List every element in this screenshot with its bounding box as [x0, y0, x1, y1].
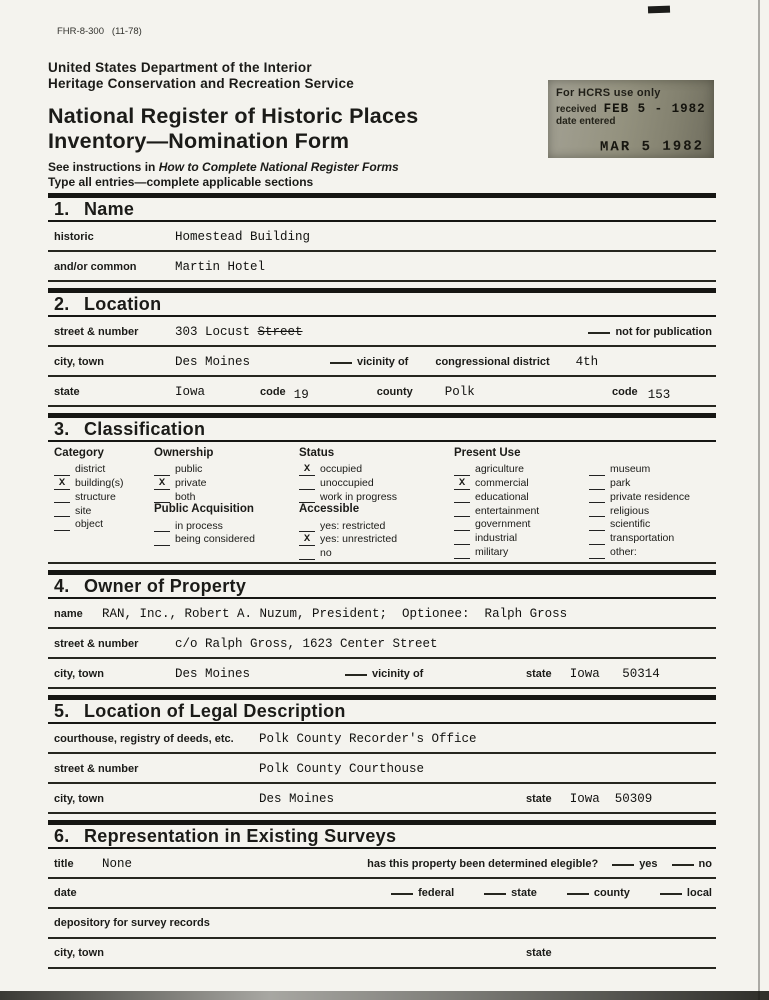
stamp-entered-date: MAR 5 1982	[599, 138, 705, 156]
city-label: city, town	[54, 356, 104, 368]
eligibility-group	[367, 858, 712, 870]
checkbox-blank	[54, 464, 70, 476]
checkbox-label: yes: unrestricted	[320, 533, 398, 546]
checkbox-blank	[454, 505, 470, 517]
section-3-number: 3.	[54, 419, 70, 439]
survey-level-group	[361, 887, 712, 899]
owner-city-value: Des Moines	[175, 666, 251, 681]
blank-line	[588, 332, 610, 334]
legal-state-label: state	[526, 792, 552, 805]
checkbox-blank	[589, 491, 605, 503]
checkbox-blank: X	[299, 464, 315, 476]
present-use-column-1	[454, 447, 589, 560]
checkbox-label: educational	[475, 490, 529, 503]
checkbox-government	[454, 517, 589, 531]
checkbox-commercial	[454, 476, 589, 490]
checkbox-yes-restricted	[299, 518, 454, 532]
field-row-survey-title	[48, 849, 716, 879]
checkbox-entertainment	[454, 503, 589, 517]
field-row-common-name	[48, 252, 716, 282]
checkbox-label: district	[75, 463, 106, 476]
not-for-publication-label: not for publication	[615, 326, 712, 338]
field-row-survey-date	[48, 879, 716, 909]
checkbox-blank	[454, 519, 470, 531]
checkbox-private-residence	[589, 490, 715, 504]
blank-line	[484, 893, 506, 895]
checkbox-blank	[299, 491, 315, 503]
legal-city-label: city, town	[54, 792, 104, 805]
eligibility-no	[672, 858, 712, 870]
checkbox-label: scientific	[610, 518, 651, 531]
vicinity-label: vicinity of	[357, 356, 409, 368]
county-value: Polk	[444, 385, 475, 399]
instructions-line1	[48, 160, 716, 175]
checkbox-other	[589, 545, 715, 559]
field-row-legal-street	[48, 754, 716, 784]
field-row-street	[48, 317, 716, 347]
section-5-title: Location of Legal Description	[84, 700, 346, 721]
checkbox-military	[454, 545, 589, 559]
checkbox-blank: X	[454, 478, 470, 490]
legal-street-label: street & number	[54, 762, 139, 775]
checkbox-label: private	[175, 477, 207, 490]
checkbox-label: yes: restricted	[320, 519, 386, 532]
checkbox-agriculture	[454, 462, 589, 476]
checkbox-blank	[589, 547, 605, 559]
agency-name-line2: Heritage Conservation and Recreation Service	[48, 76, 354, 91]
congressional-district-label: congressional district	[435, 356, 550, 368]
section-6-title: Representation in Existing Surveys	[84, 825, 397, 846]
checkbox-label: museum	[610, 463, 651, 476]
checkbox-occupied	[299, 462, 454, 476]
local-option-label: local	[686, 886, 712, 899]
state-label: state	[54, 386, 80, 398]
checkbox-object	[54, 517, 154, 531]
owner-state-value: Iowa 50314	[569, 666, 660, 681]
field-row-state	[48, 377, 716, 407]
state-code-label: code	[260, 386, 286, 398]
section-2-number: 2.	[54, 294, 70, 314]
checkbox-label: transportation	[610, 532, 675, 545]
section-1-title: Name	[84, 199, 135, 219]
checkbox-scientific	[589, 517, 715, 531]
section-3-title: Classification	[84, 419, 206, 439]
state-option-label: state	[511, 886, 537, 899]
section-2-title: Location	[84, 294, 162, 314]
checkbox-blank: X	[299, 534, 315, 546]
checkbox-park	[589, 476, 715, 490]
blank-line	[567, 893, 589, 895]
checkbox-label: structure	[75, 490, 116, 503]
field-row-historic	[48, 222, 716, 252]
checkbox-blank	[154, 464, 170, 476]
street-value-text: 303 Locust	[175, 325, 258, 339]
owner-state-label: state	[526, 667, 552, 680]
field-row-depository	[48, 909, 716, 939]
owner-vicinity-label: vicinity of	[372, 667, 424, 680]
checkbox-blank	[589, 519, 605, 531]
checkbox-label: commercial	[475, 477, 529, 490]
stamp-received-date: FEB 5 - 1982	[603, 102, 706, 116]
public-acquisition-header: Public Acquisition	[154, 503, 254, 516]
section-2-header	[48, 288, 716, 317]
checkbox-blank	[54, 519, 70, 531]
scan-artifact-edge	[758, 0, 760, 1000]
ownership-header: Ownership	[154, 447, 214, 459]
checkbox-blank	[589, 478, 605, 490]
street-label: street & number	[54, 326, 139, 338]
checkbox-blank	[54, 491, 70, 503]
checkbox-label: in process	[175, 519, 223, 532]
survey-title-value: None	[102, 856, 133, 871]
checkbox-label: both	[175, 490, 196, 503]
courthouse-label: courthouse, registry of deeds, etc.	[54, 732, 234, 745]
checkbox-yes-unrestricted	[299, 532, 454, 546]
section-4-number: 4.	[54, 575, 70, 596]
checkbox-blank	[589, 533, 605, 545]
checkbox-site	[54, 503, 154, 517]
checkbox-blank	[589, 464, 605, 476]
level-county	[567, 887, 630, 899]
level-state	[484, 887, 537, 899]
checkbox-label: being considered	[175, 533, 255, 546]
legal-state-value: Iowa 50309	[569, 791, 653, 806]
status-header: Status	[299, 447, 335, 459]
scan-artifact-bottom	[0, 991, 769, 1000]
instructions-line2: Type all entries—complete applicable sections	[48, 174, 314, 189]
federal-label: federal	[418, 886, 455, 899]
instructions-prefix: See instructions in	[48, 160, 159, 174]
instructions-manual-title: How to Complete National Register Forms	[158, 160, 399, 174]
owner-name-label: name	[54, 607, 83, 620]
checkbox-label: building(s)	[75, 477, 124, 490]
section-6-header	[48, 820, 716, 849]
stamp-entered-label: date entered	[556, 116, 616, 127]
checkbox-work-in-progress	[299, 490, 454, 504]
checkbox-label: occupied	[320, 463, 363, 476]
level-federal	[391, 887, 454, 899]
checkbox-both	[154, 490, 299, 504]
classification-grid	[48, 442, 716, 564]
checkbox-blank	[54, 505, 70, 517]
owner-city-label: city, town	[54, 667, 104, 680]
depository-label: depository for survey records	[54, 916, 210, 929]
checkbox-museum	[589, 462, 715, 476]
courthouse-value: Polk County Recorder's Office	[259, 731, 477, 746]
county-code-group	[612, 385, 712, 402]
checkbox-blank: X	[54, 478, 70, 490]
blank-line	[672, 864, 694, 866]
field-row-owner-street	[48, 629, 716, 659]
agency-name-line1: United States Department of the Interior	[48, 60, 312, 75]
checkbox-blank	[589, 505, 605, 517]
owner-street-value: c/o Ralph Gross, 1623 Center Street	[175, 636, 438, 651]
field-row-courthouse	[48, 724, 716, 754]
stamp-received-label: received	[556, 104, 597, 115]
checkbox-religious	[589, 503, 715, 517]
congressional-district-value: 4th	[575, 355, 599, 369]
checkbox-label: site	[75, 504, 92, 517]
checkbox-educational	[454, 490, 589, 504]
present-use-spacer	[589, 447, 715, 462]
state-code-value: 19	[293, 388, 309, 402]
form-title	[48, 104, 716, 153]
checkbox-no	[299, 546, 454, 560]
checkbox-label: public	[175, 463, 203, 476]
checkbox-being-considered	[154, 532, 299, 546]
county-code-label: code	[612, 386, 638, 398]
checkbox-label: park	[610, 477, 631, 490]
blank-line	[330, 362, 352, 364]
survey-city-label: city, town	[54, 946, 104, 959]
checkbox-blank	[299, 548, 315, 560]
field-row-legal-city	[48, 784, 716, 814]
checkbox-buildings	[54, 476, 154, 490]
county-label: county	[376, 386, 413, 398]
blank-line	[345, 674, 367, 676]
survey-state-group	[526, 947, 712, 959]
checkbox-label: private residence	[610, 490, 690, 503]
checkbox-label: agriculture	[475, 463, 525, 476]
owner-state-group	[526, 667, 712, 681]
checkbox-label: government	[475, 518, 531, 531]
street-value-struck: Street	[257, 325, 303, 339]
field-row-owner-name	[48, 599, 716, 629]
checkbox-label: entertainment	[475, 504, 540, 517]
checkbox-label: military	[475, 546, 509, 559]
checkbox-label: other:	[610, 546, 637, 559]
checkbox-in-process	[154, 518, 299, 532]
stamp-header: For HCRS use only	[556, 87, 661, 99]
checkbox-district	[54, 462, 154, 476]
field-row-owner-city	[48, 659, 716, 689]
checkbox-blank	[154, 520, 170, 532]
blank-line	[660, 893, 682, 895]
state-value: Iowa	[175, 385, 206, 399]
section-3-header	[48, 413, 716, 442]
section-6-number: 6.	[54, 825, 70, 846]
eligibility-label: has this property been determined elegible?	[367, 857, 599, 870]
common-name-label: and/or common	[54, 261, 137, 273]
section-1-number: 1.	[54, 199, 70, 219]
no-label: no	[698, 857, 712, 870]
checkbox-label: religious	[610, 504, 650, 517]
owner-name-value: RAN, Inc., Robert A. Nuzum, President; Optionee: Ralph Gross	[102, 606, 568, 621]
eligibility-yes	[612, 858, 657, 870]
ownership-column	[154, 447, 299, 560]
accessible-header: Accessible	[299, 503, 360, 516]
owner-street-label: street & number	[54, 637, 139, 650]
checkbox-label: industrial	[475, 532, 518, 545]
checkbox-label: object	[75, 518, 104, 531]
form-header	[48, 0, 716, 189]
blank-line	[391, 893, 413, 895]
checkbox-blank	[154, 534, 170, 546]
city-value: Des Moines	[175, 355, 251, 369]
legal-state-group	[526, 792, 712, 806]
survey-date-label: date	[54, 886, 77, 899]
form-title-line1: National Register of Historic Places	[48, 104, 419, 128]
checkbox-unoccupied	[299, 476, 454, 490]
survey-state-label: state	[526, 946, 552, 959]
checkbox-blank	[454, 547, 470, 559]
checkbox-blank	[454, 533, 470, 545]
not-for-publication-group	[588, 326, 712, 338]
section-5-number: 5.	[54, 700, 70, 721]
owner-vicinity-group	[345, 668, 423, 680]
category-column	[54, 447, 154, 560]
section-1-header	[48, 193, 716, 222]
checkbox-blank	[299, 520, 315, 532]
section-5-header	[48, 695, 716, 724]
checkbox-label: work in progress	[320, 490, 398, 503]
common-name-value: Martin Hotel	[175, 260, 266, 274]
section-4-title: Owner of Property	[84, 575, 247, 596]
checkbox-blank	[299, 478, 315, 490]
checkbox-label: unoccupied	[320, 477, 374, 490]
county-code-value: 153	[647, 388, 671, 402]
checkbox-transportation	[589, 531, 715, 545]
blank-line	[612, 864, 634, 866]
checkbox-public	[154, 462, 299, 476]
category-header: Category	[54, 447, 104, 459]
form-number: FHR-8-300 (11-78)	[57, 26, 142, 37]
form-title-line2: Inventory—Nomination Form	[48, 128, 350, 153]
survey-title-label: title	[54, 857, 74, 870]
legal-street-value: Polk County Courthouse	[259, 761, 425, 776]
checkbox-blank	[154, 491, 170, 503]
yes-label: yes	[639, 857, 658, 870]
checkbox-blank: X	[154, 478, 170, 490]
checkbox-industrial	[454, 531, 589, 545]
present-use-column-2	[589, 447, 715, 560]
status-column	[299, 447, 454, 560]
checkbox-structure	[54, 490, 154, 504]
section-4-header	[48, 570, 716, 599]
field-row-survey-city	[48, 939, 716, 969]
present-use-header: Present Use	[454, 447, 521, 459]
level-local	[660, 887, 712, 899]
historic-label: historic	[54, 231, 94, 243]
checkbox-private	[154, 476, 299, 490]
checkbox-label: no	[320, 547, 332, 560]
field-row-city	[48, 347, 716, 377]
county-option-label: county	[593, 886, 630, 899]
vicinity-group	[330, 356, 408, 368]
checkbox-blank	[454, 491, 470, 503]
street-value	[175, 325, 303, 339]
legal-city-value: Des Moines	[259, 791, 335, 806]
historic-value: Homestead Building	[175, 230, 311, 244]
checkbox-blank	[454, 464, 470, 476]
